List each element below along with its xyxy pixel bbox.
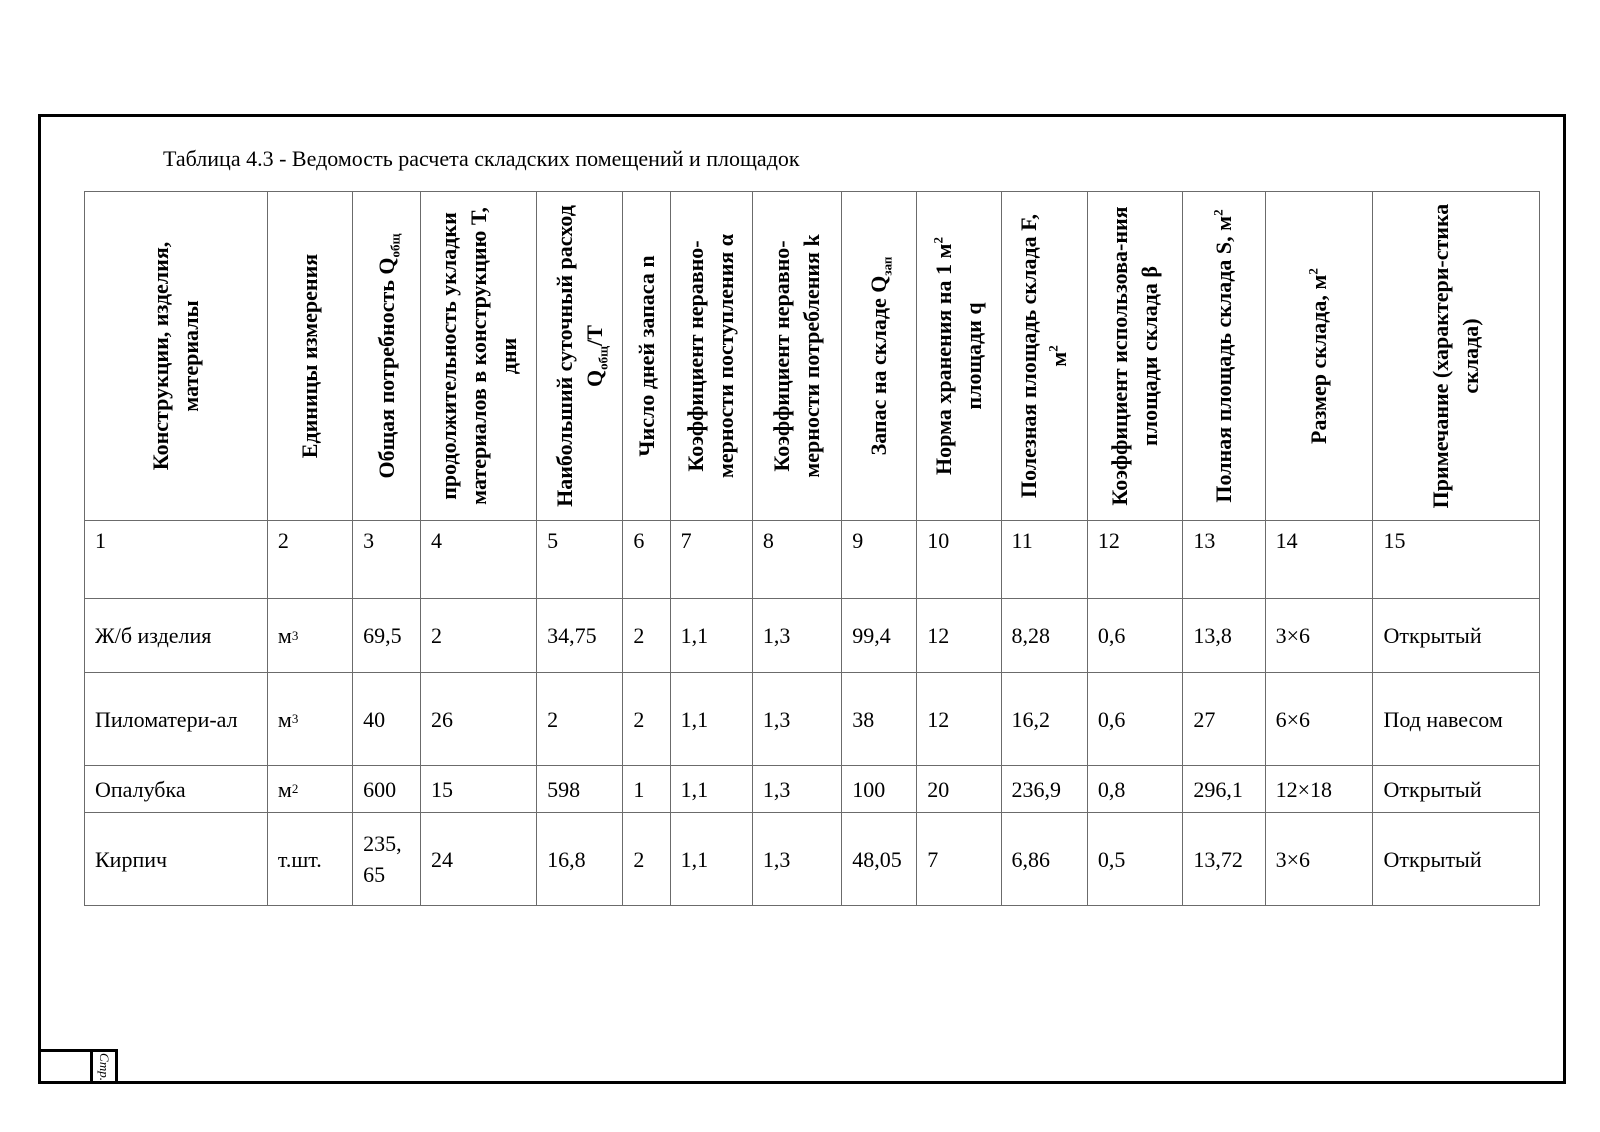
- cell-alpha: 1,1: [680, 776, 709, 802]
- cell-alpha: 1,1: [680, 706, 709, 732]
- cell-material: Кирпич: [95, 846, 168, 872]
- cell-note: Открытый: [1383, 623, 1482, 648]
- cell-t-days: 15: [430, 776, 453, 802]
- column-number-row: [85, 521, 1540, 599]
- header-cell: Общая потребность $Q_{общ}$: [373, 233, 402, 479]
- header-cell: Запас на складе $Q_{зап}$: [866, 256, 895, 456]
- table-row: [85, 766, 1540, 813]
- cell-daily: 34,75: [547, 623, 597, 648]
- table-row: [85, 673, 1540, 766]
- page-number-stamp: [38, 1049, 118, 1081]
- header-cell: Единицы измерения: [297, 253, 323, 459]
- column-number: 4: [420, 521, 536, 599]
- header-cell: Норма хранения на 1 $м^2$ площади q: [930, 237, 986, 475]
- cell-k: 1,3: [762, 776, 791, 802]
- cell-t-days: 2: [430, 623, 442, 648]
- cell-n: 2: [633, 846, 645, 872]
- cell-stock: 100: [852, 776, 886, 802]
- column-number: 1: [85, 521, 268, 599]
- column-number: 5: [537, 521, 623, 599]
- cell-norm: 12: [927, 623, 950, 648]
- cell-alpha: 1,1: [680, 846, 709, 872]
- cell-size: 6×6: [1275, 706, 1310, 732]
- cell-unit: т.шт.: [277, 846, 322, 872]
- column-number: 7: [670, 521, 752, 599]
- warehouse-table: [84, 191, 1540, 906]
- table-row: [85, 599, 1540, 673]
- cell-alpha: 1,1: [680, 623, 709, 648]
- header-cell: Наибольший суточный расход $Q_{общ}/Т$: [551, 205, 611, 507]
- cell-norm: 20: [927, 776, 950, 802]
- cell-size: 12×18: [1275, 776, 1332, 802]
- stamp-label: Стр.: [97, 1052, 112, 1081]
- header-cell: Число дней запаса n: [633, 255, 659, 457]
- cell-daily: 2: [547, 706, 559, 732]
- cell-material: Пиломатери-ал: [95, 706, 238, 732]
- header-cell: Размер склада, $м^2$: [1305, 268, 1332, 444]
- cell-norm: 7: [927, 846, 939, 872]
- column-number: 8: [752, 521, 841, 599]
- cell-q-total: 69,5: [363, 623, 402, 648]
- cell-daily: 16,8: [547, 846, 586, 872]
- cell-t-days: 24: [430, 846, 453, 872]
- cell-f-area: 236,9: [1011, 776, 1062, 802]
- cell-beta: 0,5: [1097, 846, 1126, 872]
- header-row: [85, 192, 1540, 521]
- cell-stock: 99,4: [852, 623, 891, 648]
- cell-k: 1,3: [762, 623, 791, 648]
- header-cell: Конструкции, изделия, материалы: [147, 241, 203, 471]
- column-number: 12: [1087, 521, 1183, 599]
- header-cell: Коэффициент использова-ния площади склада β: [1107, 206, 1163, 506]
- cell-t-days: 26: [430, 706, 453, 732]
- cell-k: 1,3: [762, 706, 791, 732]
- cell-q-total: 40: [363, 706, 386, 732]
- cell-size: 3×6: [1275, 846, 1310, 872]
- cell-stock: 38: [852, 706, 875, 732]
- cell-note: Открытый: [1383, 776, 1482, 802]
- cell-note: Под навесом: [1383, 706, 1503, 732]
- cell-s-area: 13,8: [1193, 623, 1232, 648]
- column-number: 10: [917, 521, 1001, 599]
- cell-unit: м 3: [277, 623, 299, 648]
- cell-n: 2: [633, 706, 645, 732]
- cell-s-area: 296,1: [1193, 776, 1243, 802]
- column-number: 3: [353, 521, 421, 599]
- cell-q-total: 235,65: [363, 831, 402, 887]
- cell-norm: 12: [927, 706, 950, 732]
- header-cell: продолжительность укладки материалов в конструкцию Т, дни: [435, 207, 521, 505]
- cell-s-area: 13,72: [1193, 846, 1243, 872]
- cell-beta: 0,6: [1097, 706, 1126, 732]
- cell-beta: 0,8: [1097, 776, 1126, 802]
- column-number: 9: [842, 521, 917, 599]
- cell-s-area: 27: [1193, 706, 1216, 732]
- table-caption: Таблица 4.3 - Ведомость расчета складских помещений и площадок: [163, 146, 800, 171]
- header-cell: Полезная площадь склада F, $м^2$: [1016, 213, 1072, 499]
- cell-daily: 598: [547, 776, 581, 802]
- header-cell: Примечание (характери-стика склада): [1428, 203, 1484, 509]
- column-number: 15: [1373, 521, 1540, 599]
- cell-unit: м 2: [277, 776, 299, 802]
- cell-stock: 48,05: [852, 846, 902, 872]
- cell-material: Ж/б изделия: [95, 623, 212, 648]
- cell-material: Опалубка: [95, 776, 186, 802]
- cell-f-area: 16,2: [1011, 706, 1051, 732]
- cell-unit: м 3: [277, 706, 299, 732]
- header-cell: Коэффициент неравно-мерности поступления α: [683, 233, 739, 479]
- cell-f-area: 6,86: [1011, 846, 1051, 872]
- column-number: 11: [1001, 521, 1087, 599]
- cell-k: 1,3: [762, 846, 791, 872]
- header-cell: Коэффициент неравно-мерности потребления k: [769, 234, 825, 478]
- column-number: 14: [1265, 521, 1373, 599]
- cell-n: 1: [633, 776, 645, 802]
- cell-beta: 0,6: [1097, 623, 1126, 648]
- cell-size: 3×6: [1275, 623, 1310, 648]
- column-number: 13: [1183, 521, 1265, 599]
- cell-q-total: 600: [363, 776, 397, 802]
- column-number: 6: [623, 521, 670, 599]
- header-cell: Полная площадь склада S, $м^2$: [1210, 209, 1236, 503]
- cell-f-area: 8,28: [1011, 623, 1051, 648]
- table-row: [85, 813, 1540, 906]
- column-number: 2: [267, 521, 352, 599]
- cell-note: Открытый: [1383, 846, 1482, 872]
- cell-n: 2: [633, 623, 645, 648]
- stamp-label-box: [90, 1052, 115, 1081]
